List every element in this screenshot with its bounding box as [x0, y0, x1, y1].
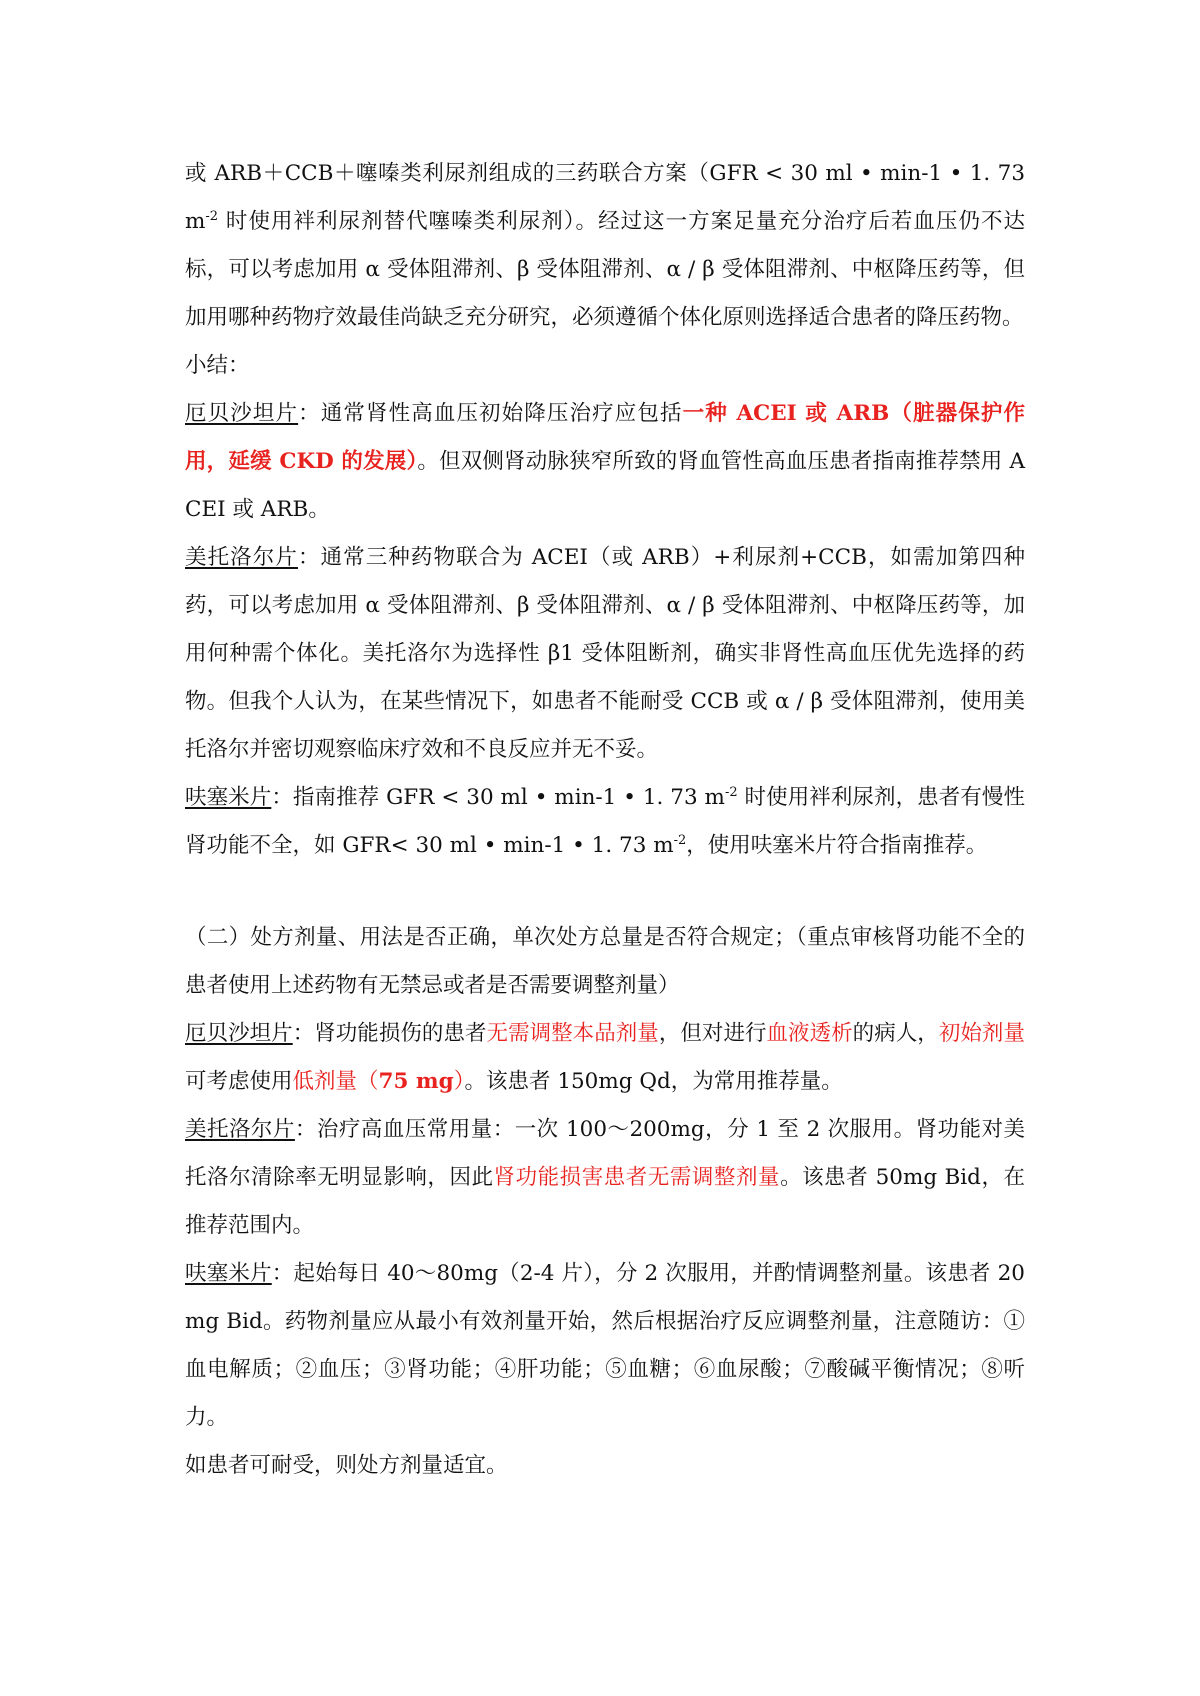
drug-name-irbesartan: 厄贝沙坦片	[185, 1021, 293, 1046]
drug-name-metoprolol: 美托洛尔片	[185, 1117, 295, 1142]
conclusion: 如患者可耐受，则处方剂量适宜。	[185, 1453, 508, 1478]
dose-metoprolol: 美托洛尔片：治疗高血压常用量：一次 100～200mg，分 1 至 2 次服用。肾功能对美托洛尔清除率无明显影响，因此肾功能损害患者无需调整剂量。该患者 50mg Bid，在推荐范围内。	[185, 1117, 1025, 1238]
drug-name-furosemide: 呋塞米片	[185, 785, 272, 810]
highlight-low-dose: 低剂量（	[292, 1069, 379, 1094]
summary-irbesartan: 厄贝沙坦片：通常肾性高血压初始降压治疗应包括一种 ACEI 或 ARB（脏器保护作用，延缓 CKD 的发展）。但双侧肾动脉狭窄所致的肾血管性高血压患者指南推荐禁用 ACEI 或 ARB。	[185, 401, 1025, 522]
highlight-75mg: 75 mg	[378, 1069, 454, 1094]
drug-name-furosemide: 呋塞米片	[185, 1261, 272, 1286]
summary-furosemide: 呋塞米片：指南推荐 GFR < 30 ml • min-1 • 1. 73 $m^{-2}$ 时使用袢利尿剂，患者有慢性肾功能不全，如 GFR< 30 ml • min-1 • 1. 73 $m^{-2}$，使用呋塞米片符合指南推荐。	[185, 784, 1025, 858]
summary-metoprolol: 美托洛尔片：通常三种药物联合为 ACEI（或 ARB）+利尿剂+CCB，如需加第四种药，可以考虑加用 α 受体阻滞剂、β 受体阻滞剂、α / β 受体阻滞剂、中枢降压药等，加用何种需个体化。美托洛尔为选择性 β1 受体阻断剂，确实非肾性高血压优先选择的药物。但我个人认为，在某些情况下，如患者不能耐受 CCB 或 α / β 受体阻滞剂，使用美托洛尔并密切观察临床疗效和不良反应并无不妥。	[185, 545, 1025, 762]
highlight-acei-arb: 一种 ACEI 或 ARB（脏器保护作用，延缓 CKD 的发展）	[185, 401, 1025, 474]
highlight-initial-dose: 初始剂量	[938, 1021, 1025, 1046]
paragraph-gap	[185, 870, 1025, 914]
drug-name-irbesartan: 厄贝沙坦片	[185, 401, 299, 426]
drug-name-metoprolol: 美托洛尔片	[185, 545, 298, 570]
dose-furosemide: 呋塞米片：起始每日 40～80mg（2-4 片），分 2 次服用，并酌情调整剂量。该患者 20mg Bid。药物剂量应从最小有效剂量开始，然后根据治疗反应调整剂量，注意随访：①血电解质；②血压；③肾功能；④肝功能；⑤血糖；⑥血尿酸；⑦酸碱平衡情况；⑧听力。	[185, 1261, 1025, 1430]
highlight-no-adjustment: 无需调整本品剂量	[486, 1021, 659, 1046]
highlight-hemodialysis: 血液透析	[766, 1021, 853, 1046]
summary-heading: 小结：	[185, 353, 250, 378]
highlight-low-dose-close: ）	[453, 1069, 465, 1094]
section-2-heading: （二）处方剂量、用法是否正确，单次处方总量是否符合规定；（重点审核肾功能不全的患者使用上述药物有无禁忌或者是否需要调整剂量）	[185, 925, 1025, 998]
dose-irbesartan: 厄贝沙坦片：肾功能损伤的患者无需调整本品剂量，但对进行血液透析的病人，初始剂量可考虑使用低剂量（75 mg）。该患者 150mg Qd，为常用推荐量。	[185, 1021, 1025, 1094]
document-body	[185, 150, 1025, 1490]
highlight-renal-no-adjustment: 肾功能损害患者无需调整剂量	[493, 1165, 781, 1190]
paragraph-combination-therapy: 或 ARB＋CCB＋噻嗪类利尿剂组成的三药联合方案（GFR < 30 ml • min-1 • 1. 73 $m^{-2}$ 时使用袢利尿剂替代噻嗪类利尿剂）。经过这一方案足量充分治疗后若血压仍不达标，可以考虑加用 α 受体阻滞剂、β 受体阻滞剂、α / β 受体阻滞剂、中枢降压药等，但加用哪种药物疗效最佳尚缺乏充分研究，必须遵循个体化原则选择适合患者的降压药物。	[185, 161, 1025, 330]
